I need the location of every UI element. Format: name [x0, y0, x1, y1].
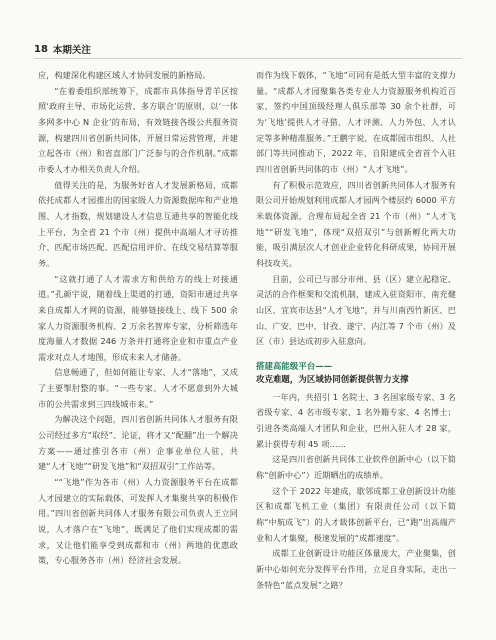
paragraph: 这是四川省创新共同体工业软件创新中心（以下简称“创新中心”）近期晒出的成绩单。: [256, 454, 456, 481]
paragraph: 成都工业创新设计功能区体量庞大，产业聚集，创新中心如何充分发挥平台作用，立足自身实际，走出一条特色“蓝点发展”之路？: [256, 548, 456, 590]
paragraph: 值得关注的是，为服务好省人才发展新格局，成都依托成都人才园推出的国家级人力资源数据库和产业地图、人才指数，规划建设人才信息互通共享的智能化线上平台，为全省 21 个市（州）提供中高端人才寻访推介、匹配市场匹配、匹配信用评价、在线交易结算等服务。: [38, 179, 238, 268]
right-column-bottom: [256, 390, 456, 594]
paragraph: “在着委组织部统筹下，成都市具体指导青羊区按照‘政府主导、市场化运营、多方联合’的原则，以‘一体多网多中心 N 企业’的布局，有效链接各级公共服务资源，构建四川省创新共同体，开展日常运营管理，并建立起各市（州）和省直部门广泛参与的合作机制。”成都市委人才办相关负责人介绍。: [38, 85, 238, 174]
subheading: [256, 360, 456, 386]
paragraph: 为解决这个问题，四川省创新共同体人才服务有限公司经过多方“取经”、论证，将才又“配翻”出一个解决方案——通过推引各市（州）企事业单位人驻，共建“人才飞地”“研发飞地”和“双招双引”工作站等。: [38, 414, 238, 472]
section-title: 本期关注: [52, 45, 91, 56]
paragraph: 应，构建深化构建区域人才协同发展的新格局。: [38, 70, 211, 80]
subheading-line-2: 攻克难题，为区域协同创新提供智力支撑: [256, 373, 409, 384]
paragraph: ““飞地”作为各市（州）人力资源服务平台在成都人才园建立的实际载体，可发挥人才集聚共享的积极作用。”四川省创新共同体人才服务有限公司负责人王立同说，人才落户在“飞地”，既满足了他们实现成都的需求，又让他们能享受到成都和市（州）两地的优惠政策，专心服务各市（州）经济社会发展。: [38, 477, 238, 566]
subheading-line-1: 搭建高能级平台——: [256, 360, 333, 371]
header-divider: [34, 58, 462, 59]
page-number: 18: [34, 43, 48, 55]
paragraph: 一年内，共招引 1 名院士、3 名国家级专家、3 名省级专家、4 名市级专家、1 名外籍专家、4 名博士；引进各类高端人才团队和企业，巴州入驻人才 28 家，累计获得专利 45 项……: [256, 391, 456, 449]
paragraph: 信息畅通了，但如何能让专家、人才“落地”，又成了主要掣肘整的事。“一些专家、人才不愿意到外大城市的公共需求到三四线城市来。”: [38, 367, 238, 409]
paragraph: “这就打通了人才需求方和供给方的线上对接通道。”孔颜宇说，随着线上渠道的打通，资阳市通过共享来自成都人才网的资源，能够链接线上、线下 500 余家人力资源服务机构、2 万余名智库专家，分析筛选年度海量人才数据 246 万条并打通将企业和市重点产业需求对点人才地图，形成未来人才储备。: [38, 273, 238, 362]
paragraph: 目前，公司已与部分市州、县（区）建立起稳定、灵活的合作框架和交流机制，建成入驻资阳市、南充健山区、宜宾市达县“人才飞地”，并与川南西竹新区、巴山、广安、巴中、甘孜、遂宁、内江等 7 个市（州）及区（市）县达成初步入驻意向。: [256, 273, 456, 347]
page-header: [34, 42, 91, 56]
paragraph: 有了积极示范效应，四川省创新共同体人才服务有限公司开始规划利用成都人才园两个楼层约 6000 平方米载体资源，合理布局起全省 21 个市（州）“人才飞地”“研发飞地”，体现“双招双引”与创新孵化两大功能，吸引满层次人才创业企业转化科研成果，协同开展科技攻关。: [256, 179, 456, 268]
left-column: [38, 68, 238, 569]
right-column: [256, 68, 456, 593]
right-column-top: [256, 68, 456, 350]
paragraph: 这个于 2022 年建成，歇邻成都工业创新设计功能区和成都飞机工业（集团）有限责任公司（以下简称“中航成飞”）的人才载体创新平台，已“跑”出高端产业和人才集聚，极速发展的“成都速度”。: [256, 485, 456, 543]
paragraph: 而作为线下载体，“飞地”可同有是低大型丰富的支撑力量。“成都人才园聚集各类专业人力资源服务机构近百家，签约中国顶级经理人俱乐部等 30 余个社群，可为‘飞地’提供人才寻猎、人才评测、人力外包、人才认定等多种精准服务。”王鹏宇说，在成都园市组织、人社部门等共同推动下，2022 年，自阳建成全省首个入驻四川省创新共同体的市（州）“人才飞地”。: [256, 70, 456, 174]
